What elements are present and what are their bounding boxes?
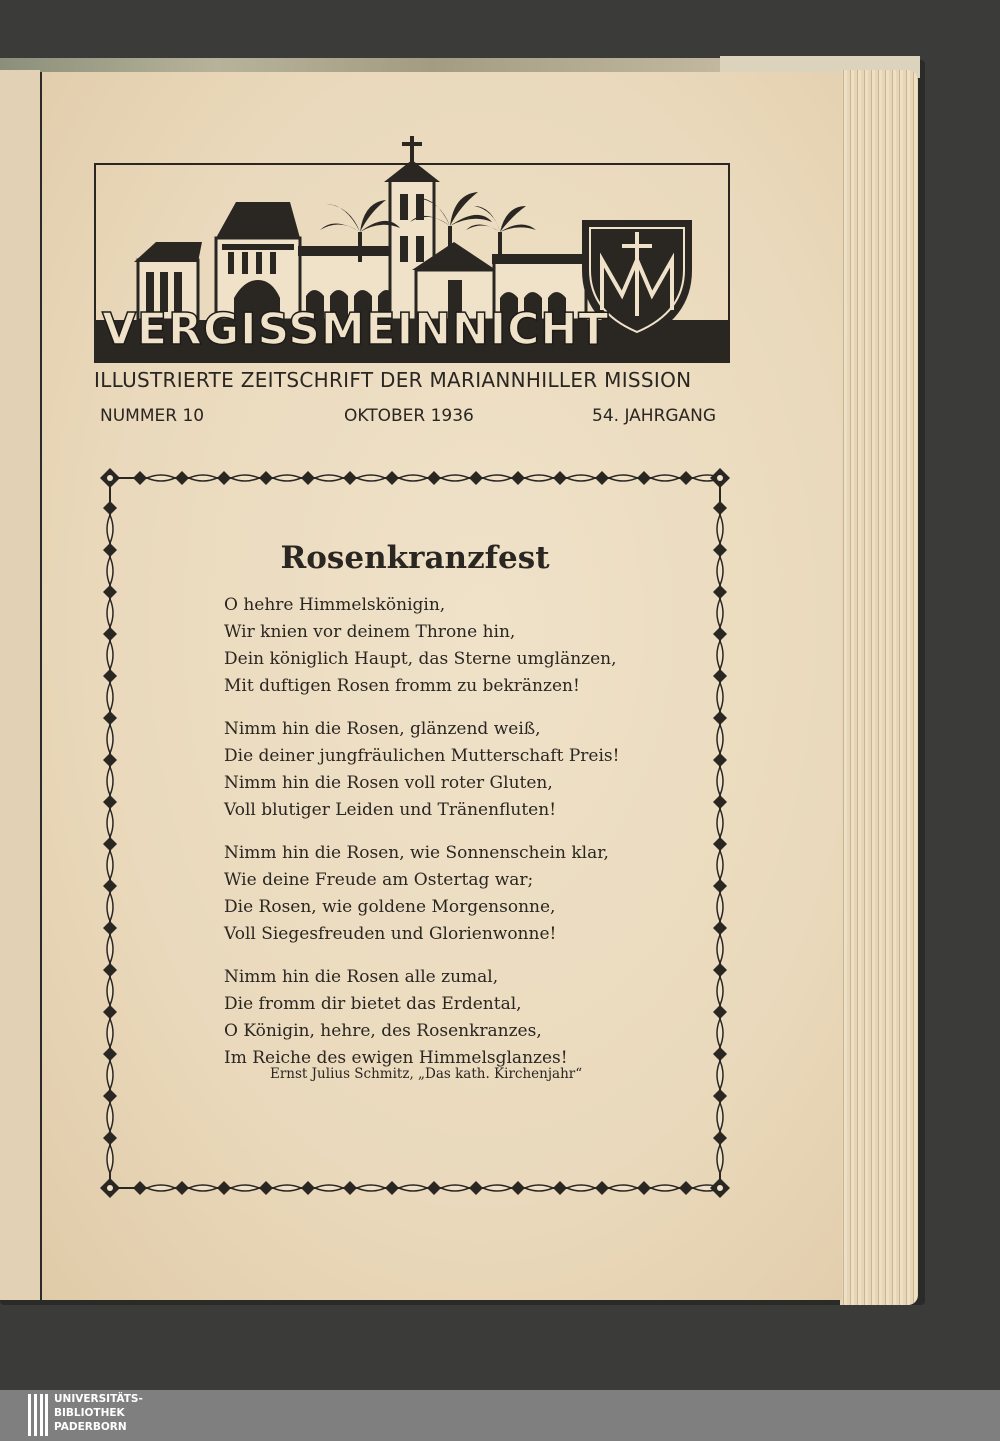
masthead-subtitle: ILLUSTRIERTE ZEITSCHRIFT DER MARIANNHILLER MISSION xyxy=(94,368,692,392)
page-stack-edge xyxy=(840,70,918,1305)
poem-stanza-3 xyxy=(224,840,684,948)
poem-line: O hehre Himmelskönigin, xyxy=(224,595,446,615)
poem-line: Wie deine Freude am Ostertag war; xyxy=(224,870,534,890)
poem-line: Nimm hin die Rosen, glänzend weiß, xyxy=(224,719,541,739)
issue-info-row xyxy=(100,406,740,430)
poem-line: Die deiner jungfräulichen Mutterschaft Preis! xyxy=(224,746,620,766)
poem-line: Die fromm dir bietet das Erdental, xyxy=(224,994,522,1014)
library-line: UNIVERSITÄTS- xyxy=(54,1393,143,1405)
magazine-page xyxy=(42,72,842,1300)
library-line: PADERBORN xyxy=(54,1421,127,1433)
ornamental-diamond-border-icon xyxy=(100,468,730,1198)
poem-line: Voll Siegesfreuden und Glorienwonne! xyxy=(224,924,557,944)
poem-line: Nimm hin die Rosen, wie Sonnenschein klar, xyxy=(224,843,609,863)
issue-date: OKTOBER 1936 xyxy=(344,406,474,426)
poem-box xyxy=(100,468,730,1198)
poem-line: Wir knien vor deinem Throne hin, xyxy=(224,622,516,642)
binding-strip xyxy=(0,58,720,72)
masthead-title: VERGISSMEINNICHT xyxy=(102,304,610,355)
library-name xyxy=(54,1392,143,1434)
poem-line: Nimm hin die Rosen alle zumal, xyxy=(224,967,499,987)
issue-volume: 54. JAHRGANG xyxy=(592,406,717,426)
library-line: BIBLIOTHEK xyxy=(54,1407,125,1419)
poem-line: Nimm hin die Rosen voll roter Gluten, xyxy=(224,773,553,793)
footer-bar xyxy=(0,1390,1000,1441)
university-library-logo-icon xyxy=(28,1392,48,1438)
poem-line: Mit duftigen Rosen fromm zu bekränzen! xyxy=(224,676,580,696)
poem-line: Die Rosen, wie goldene Morgensonne, xyxy=(224,897,556,917)
poem-stanza-4 xyxy=(224,964,684,1072)
poem-line: Dein königlich Haupt, das Sterne umglänzen, xyxy=(224,649,617,669)
poem-line: Im Reiche des ewigen Himmelsglanzes! xyxy=(224,1048,568,1068)
poem-line: Voll blutiger Leiden und Tränenfluten! xyxy=(224,800,557,820)
issue-number: NUMMER 10 xyxy=(100,406,205,426)
poem-stanza-2 xyxy=(224,716,684,824)
poem-attribution: Ernst Julius Schmitz, „Das kath. Kirchenjahr“ xyxy=(270,1066,583,1082)
left-page-edge xyxy=(0,70,40,1300)
poem-title: Rosenkranzfest xyxy=(280,540,550,576)
poem-stanza-1 xyxy=(224,592,684,700)
poem-line: O Königin, hehre, des Rosenkranzes, xyxy=(224,1021,542,1041)
masthead xyxy=(94,160,730,365)
